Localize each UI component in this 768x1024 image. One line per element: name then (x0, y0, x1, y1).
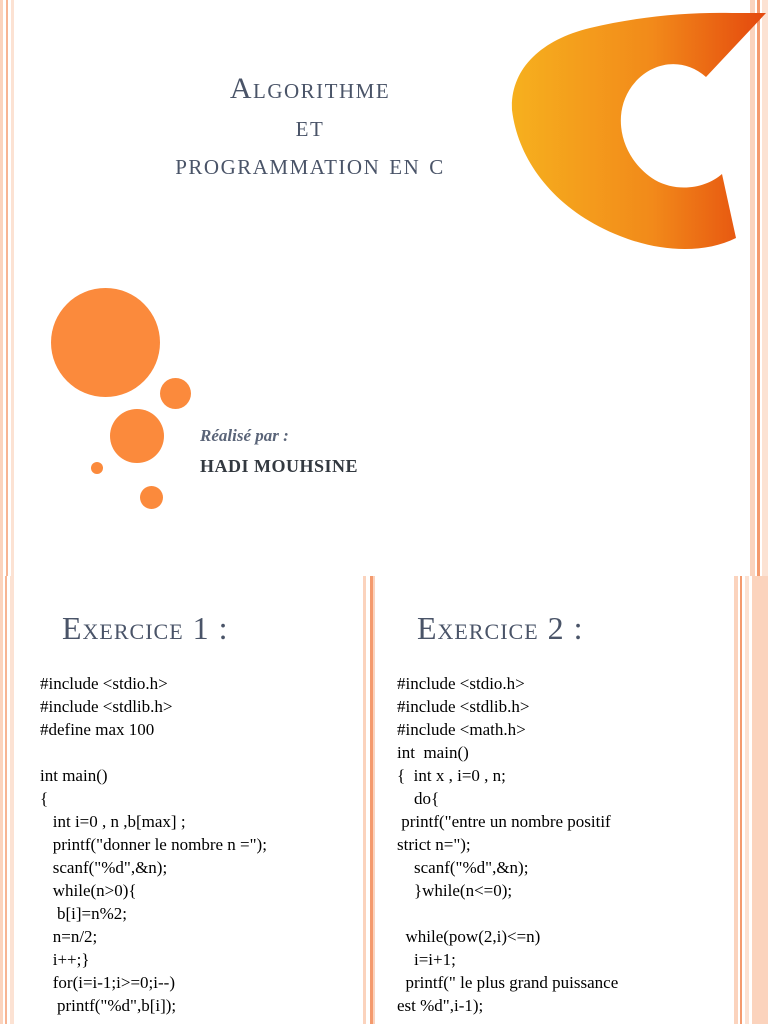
c-logo-icon (510, 10, 768, 255)
code-line: int main() (397, 743, 469, 762)
code-line: #include <stdlib.h> (40, 697, 173, 716)
presentation-title (120, 70, 500, 184)
right-stripe (734, 576, 738, 1024)
decorative-circle (140, 486, 163, 509)
code-line: #include <stdio.h> (397, 674, 525, 693)
exercise1-slide (0, 576, 370, 1024)
code-line: #include <math.h> (397, 720, 526, 739)
exercise2-slide (375, 576, 768, 1024)
code-line: printf(" le plus grand puissance (397, 973, 619, 992)
exercise1-title: Exercice 1 : (62, 610, 229, 646)
code-line: scanf("%d",&n); (40, 858, 168, 877)
right-stripe (363, 576, 366, 1024)
code-line: #define max 100 (40, 720, 155, 739)
code-line: #include <stdio.h> (40, 674, 168, 693)
title-line: programmation en c (175, 148, 445, 181)
right-stripe (740, 576, 742, 1024)
code-line: { (40, 789, 49, 808)
code-line: for(i=i-1;i>=0;i--) (40, 973, 175, 992)
code-line: int i=0 , n ,b[max] ; (40, 812, 186, 831)
code-line: { int x , i=0 , n; (397, 766, 506, 785)
author-name: HADI MOUHSINE (200, 456, 359, 476)
code-line: printf("entre un nombre positif (397, 812, 611, 831)
code-line: strict n="); (397, 835, 471, 854)
code-line: }while(n<=0); (397, 881, 513, 900)
right-stripe (745, 576, 749, 1024)
code-line: i=i+1; (397, 950, 456, 969)
code-line: n=n/2; (40, 927, 98, 946)
exercise2-title: Exercice 2 : (417, 610, 584, 646)
code-line (397, 902, 618, 925)
code-line: #include <stdlib.h> (397, 697, 530, 716)
right-stripe (752, 576, 768, 1024)
left-stripe (10, 576, 14, 1024)
code-line: scanf("%d",&n); (397, 858, 529, 877)
exercise2-code (397, 672, 618, 1017)
code-line: printf("donner le nombre n ="); (40, 835, 267, 854)
left-stripe (0, 576, 3, 1024)
realise-label: Réalisé par : (200, 426, 289, 445)
exercise1-code (40, 672, 267, 1017)
decorative-circle (91, 462, 103, 474)
decorative-circle (160, 378, 191, 409)
code-line: int main() (40, 766, 108, 785)
code-line: do{ (397, 789, 440, 808)
code-line (40, 741, 267, 764)
code-line: while(pow(2,i)<=n) (397, 927, 541, 946)
left-stripe (11, 0, 14, 576)
decorative-circle (51, 288, 160, 397)
decorative-circle (110, 409, 164, 463)
code-line: while(n>0){ (40, 881, 137, 900)
code-line: est %d",i-1); (397, 996, 484, 1015)
code-line: i++;} (40, 950, 90, 969)
title-line: et (295, 110, 325, 143)
left-stripe (5, 576, 7, 1024)
code-line: printf("%d",b[i]); (40, 996, 177, 1015)
title-line: Algorithme (229, 72, 391, 105)
code-line: b[i]=n%2; (40, 904, 128, 923)
left-stripe (0, 0, 3, 576)
left-stripe (6, 0, 8, 576)
